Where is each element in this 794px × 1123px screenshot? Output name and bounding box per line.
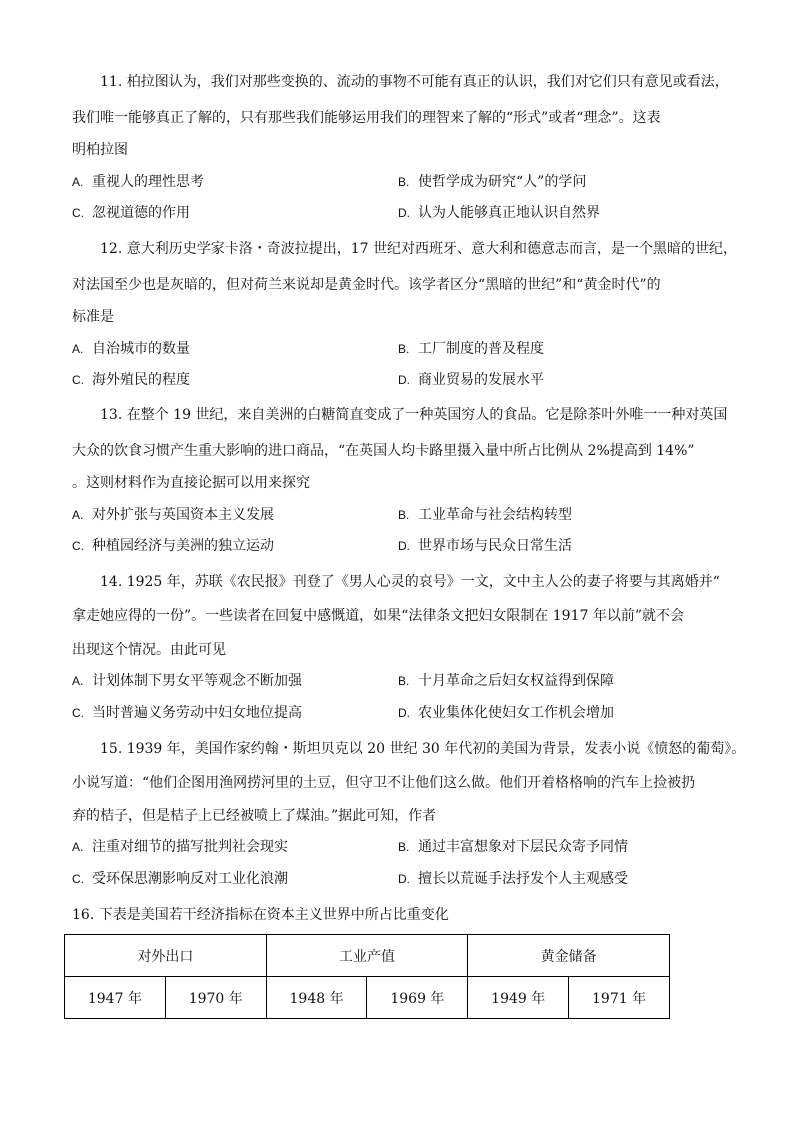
q11-option-b[interactable]: B. 使哲学成为研究“人”的学问: [398, 174, 587, 190]
q11-line-3: 明柏拉图: [72, 142, 128, 158]
q15-option-d[interactable]: D. 擅长以荒诞手法抒发个人主观感受: [398, 871, 628, 887]
table-header-cell: 黄金储备: [468, 935, 670, 977]
q12-line-2: 对法国至少也是灰暗的，但对荷兰来说却是黄金时代。该学者区分“黑暗的世纪”和“黄金时代”的: [72, 277, 661, 293]
q13-line-3: 。这则材料作为直接论据可以用来探究: [72, 475, 310, 491]
q12-option-a[interactable]: A. 自治城市的数量: [72, 341, 190, 357]
q16-title: 16. 下表是美国若干经济指标在资本主义世界中所占比重变化: [72, 907, 449, 923]
q12-option-d[interactable]: D. 商业贸易的发展水平: [398, 372, 544, 388]
q11-option-c[interactable]: C. 忽视道德的作用: [72, 205, 190, 221]
q15-line-3: 弃的桔子，但是桔子上已经被喷上了煤油。”据此可知，作者: [72, 808, 437, 824]
table-row: [65, 977, 670, 1019]
q13-line-1: 13. 在整个 19 世纪，来自美洲的白糖简直变成了一种英国穷人的食品。它是除茶叶外唯一一种对英国: [100, 407, 728, 423]
q15-option-b[interactable]: B. 通过丰富想象对下层民众寄予同情: [398, 839, 628, 855]
q13-option-c[interactable]: C. 种植园经济与美洲的独立运动: [72, 538, 274, 554]
q12-line-3: 标准是: [72, 309, 114, 325]
q13-option-b[interactable]: B. 工业革命与社会结构转型: [398, 507, 572, 523]
q16-table: [64, 934, 670, 1019]
q13-line-2: 大众的饮食习惯产生重大影响的进口商品，“在英国人均卡路里摄入量中所占比例从 2%提高到 14%”: [72, 443, 695, 459]
q14-option-d[interactable]: D. 农业集体化使妇女工作机会增加: [398, 705, 614, 721]
q12-option-b[interactable]: B. 工厂制度的普及程度: [398, 341, 544, 357]
q15-option-c[interactable]: C. 受环保思潮影响反对工业化浪潮: [72, 871, 288, 887]
q14-option-b[interactable]: B. 十月革命之后妇女权益得到保障: [398, 673, 614, 689]
table-header-row: [65, 935, 670, 977]
table-header-cell: 工业产值: [266, 935, 468, 977]
q14-line-1: 14. 1925 年，苏联《农民报》刊登了《男人心灵的哀号》一文，文中主人公的妻子将要与其离婚并“: [100, 574, 720, 590]
table-cell: 1947 年: [65, 977, 166, 1019]
q14-line-3: 出现这个情况。由此可见: [72, 642, 226, 658]
q11-line-2: 我们唯一能够真正了解的，只有那些我们能够运用我们的理智来了解的“形式”或者“理念”。这表: [72, 110, 661, 126]
table-cell: 1969 年: [367, 977, 468, 1019]
table-cell: 1970 年: [165, 977, 266, 1019]
q12-line-1: 12. 意大利历史学家卡洛・奇波拉提出，17 世纪对西班牙、意大利和德意志而言，是一个黑暗的世纪，: [100, 241, 737, 257]
q12-option-c[interactable]: C. 海外殖民的程度: [72, 372, 190, 388]
q15-line-1: 15. 1939 年，美国作家约翰・斯坦贝克以 20 世纪 30 年代初的美国为背景，发表小说《愤怒的葡萄》。: [100, 741, 746, 757]
q13-option-d[interactable]: D. 世界市场与民众日常生活: [398, 538, 572, 554]
table-header-cell: 对外出口: [65, 935, 267, 977]
q14-option-a[interactable]: A. 计划体制下男女平等观念不断加强: [72, 673, 302, 689]
q15-option-a[interactable]: A. 注重对细节的描写批判社会现实: [72, 839, 288, 855]
table-cell: 1971 年: [569, 977, 670, 1019]
q11-option-d[interactable]: D. 认为人能够真正地认识自然界: [398, 205, 600, 221]
q13-option-a[interactable]: A. 对外扩张与英国资本主义发展: [72, 507, 274, 523]
q11-option-a[interactable]: A. 重视人的理性思考: [72, 174, 204, 190]
table-cell: 1948 年: [266, 977, 367, 1019]
q14-option-c[interactable]: C. 当时普遍义务劳动中妇女地位提高: [72, 705, 302, 721]
table-cell: 1949 年: [468, 977, 569, 1019]
q14-line-2: 拿走她应得的一份”。一些读者在回复中感慨道，如果“法律条文把妇女限制在 1917 年以前”就不会: [72, 608, 684, 624]
q15-line-2: 小说写道：“他们企图用渔网捞河里的土豆，但守卫不让他们这么做。他们开着格格响的汽车上捡被扔: [72, 775, 696, 791]
q11-line-1: 11. 柏拉图认为，我们对那些变换的、流动的事物不可能有真正的认识，我们对它们只有意见或看法，: [100, 74, 729, 90]
